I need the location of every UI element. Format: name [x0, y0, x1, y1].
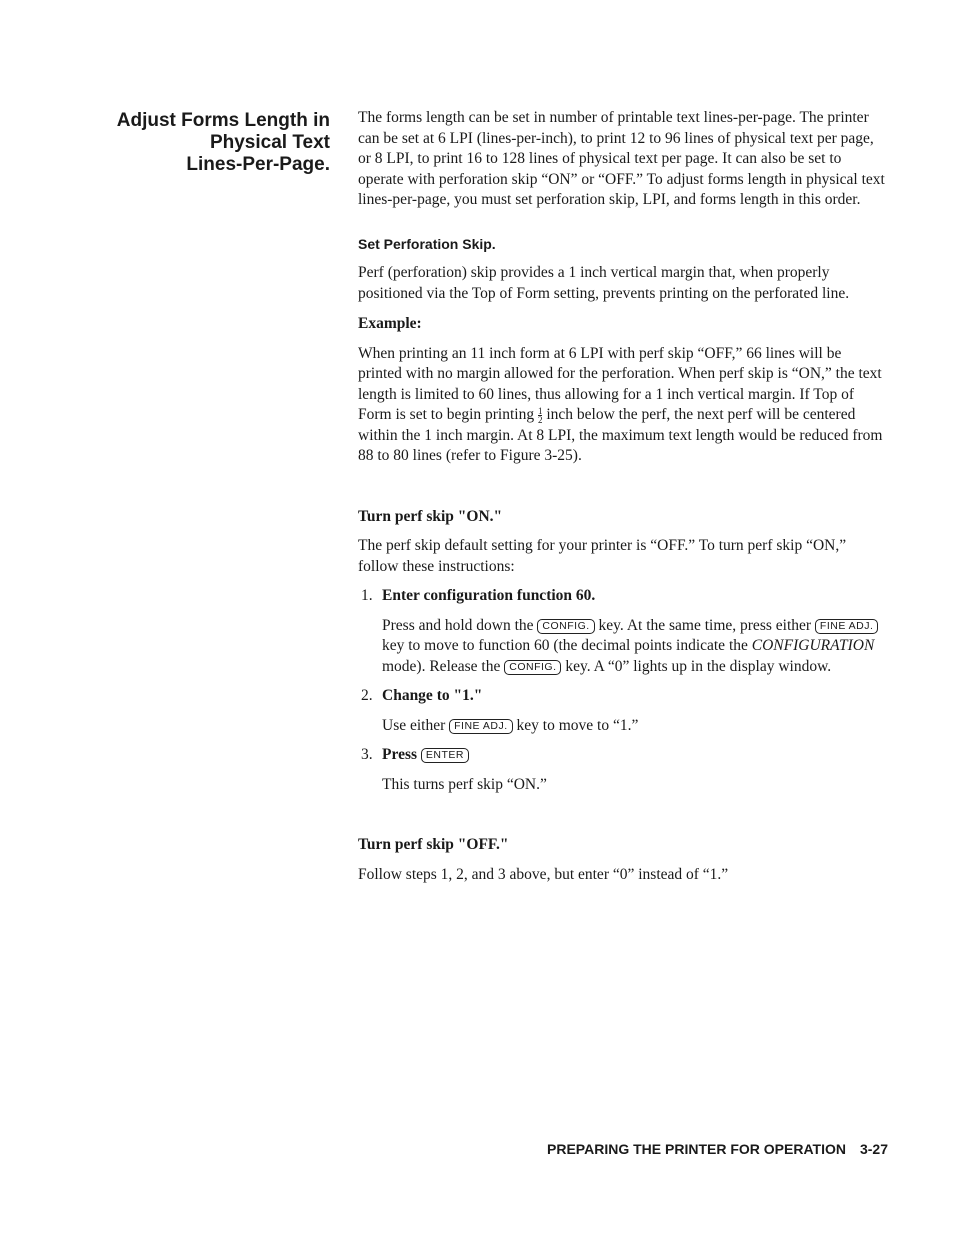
step-2-text-a: Use either: [382, 716, 446, 734]
section-heading-line-2: Physical Text: [209, 132, 330, 153]
section-heading-line-1: Adjust Forms Length in: [116, 110, 330, 131]
example-heading: Example:: [358, 315, 422, 332]
step-3-number: 3.: [361, 746, 373, 763]
step-2-text-b: key to move to “1.”: [516, 716, 639, 734]
section-heading-line-3: Lines-Per-Page.: [186, 154, 330, 175]
footer-title: PREPARING THE PRINTER FOR OPERATION: [547, 1141, 846, 1157]
intro-paragraph: The forms length can be set in number of printable text lines-per-page. The printer can be set at 6 LPI (lines-per-inch), to print 12 to 96 lines of physical text per page, or 8 LPI, to print 16 to 128 lines of physical text per page. It can also be set to operate with perforation skip “ON” or “OFF.” To adjust forms length in physical text lines-per-page, you must set perforation skip, LPI, and forms length in this order.: [358, 109, 885, 208]
main-content: [358, 108, 888, 885]
step-1-text-c: key to move to function 60 (the decimal points indicate the: [382, 637, 748, 654]
config-key: CONFIG.: [504, 660, 561, 675]
perf-skip-paragraph: Perf (perforation) skip provides a 1 inch vertical margin that, when properly positioned via the Top of Form setting, prevents printing on the perforated line.: [358, 264, 850, 302]
fraction-denominator: 2: [537, 414, 543, 425]
section-heading: [100, 110, 330, 176]
step-1-body: [382, 616, 888, 678]
turn-off-heading: Turn perf skip "OFF.": [358, 836, 509, 853]
enter-key: ENTER: [421, 748, 469, 763]
fine-adj-key: FINE ADJ.: [815, 619, 879, 634]
example-paragraph: [358, 344, 888, 467]
step-1-text-b: key. At the same time, press either: [598, 616, 812, 634]
page-number: 3-27: [859, 1141, 888, 1157]
step-2-number: 2.: [361, 687, 373, 704]
step-2-title: Change to "1.": [382, 687, 483, 704]
step-1: [361, 586, 888, 607]
step-3-body: This turns perf skip “ON.”: [382, 775, 547, 793]
one-half-fraction: [538, 407, 543, 424]
step-3-title-text: Press: [382, 746, 418, 763]
fine-adj-key: FINE ADJ.: [449, 719, 513, 734]
step-3: [361, 745, 888, 766]
perf-skip-heading: Set Perforation Skip.: [358, 235, 496, 252]
page-footer: [460, 1141, 888, 1157]
step-2: [361, 686, 888, 707]
example-text-2: inch below the perf, the next perf will be centered within the 1 inch margin. At 8 LPI, the maximum text length would be reduced from 88 to 80 lines (refer to Figure 3-25).: [358, 406, 883, 464]
step-1-text-e: key. A “0” lights up in the display window.: [565, 657, 832, 675]
config-key: CONFIG.: [537, 619, 594, 634]
fraction-numerator: 1: [537, 405, 543, 416]
step-1-text-d: mode). Release the: [382, 657, 501, 675]
step-1-text-a: Press and hold down the: [382, 616, 534, 634]
turn-on-intro: The perf skip default setting for your printer is “OFF.” To turn perf skip “ON,” follow these instructions:: [358, 537, 847, 575]
step-3-title: [382, 745, 469, 766]
example-text-1: When printing an 11 inch form at 6 LPI with perf skip “OFF,” 66 lines will be printed with no margin allowed for the perforation. When perf skip is “ON,” the text length is limited to 60 lines, thus allowing for a 1 inch vertical margin. If Top of Form is set to begin printing: [358, 344, 882, 423]
step-2-body: [382, 716, 888, 737]
step-1-title: Enter configuration function 60.: [382, 587, 596, 604]
turn-off-paragraph: Follow steps 1, 2, and 3 above, but enter “0” instead of “1.”: [358, 865, 729, 883]
turn-on-heading: Turn perf skip "ON.": [358, 507, 503, 525]
step-1-number: 1.: [361, 587, 373, 604]
configuration-mode-label: CONFIGURATION: [751, 637, 875, 654]
